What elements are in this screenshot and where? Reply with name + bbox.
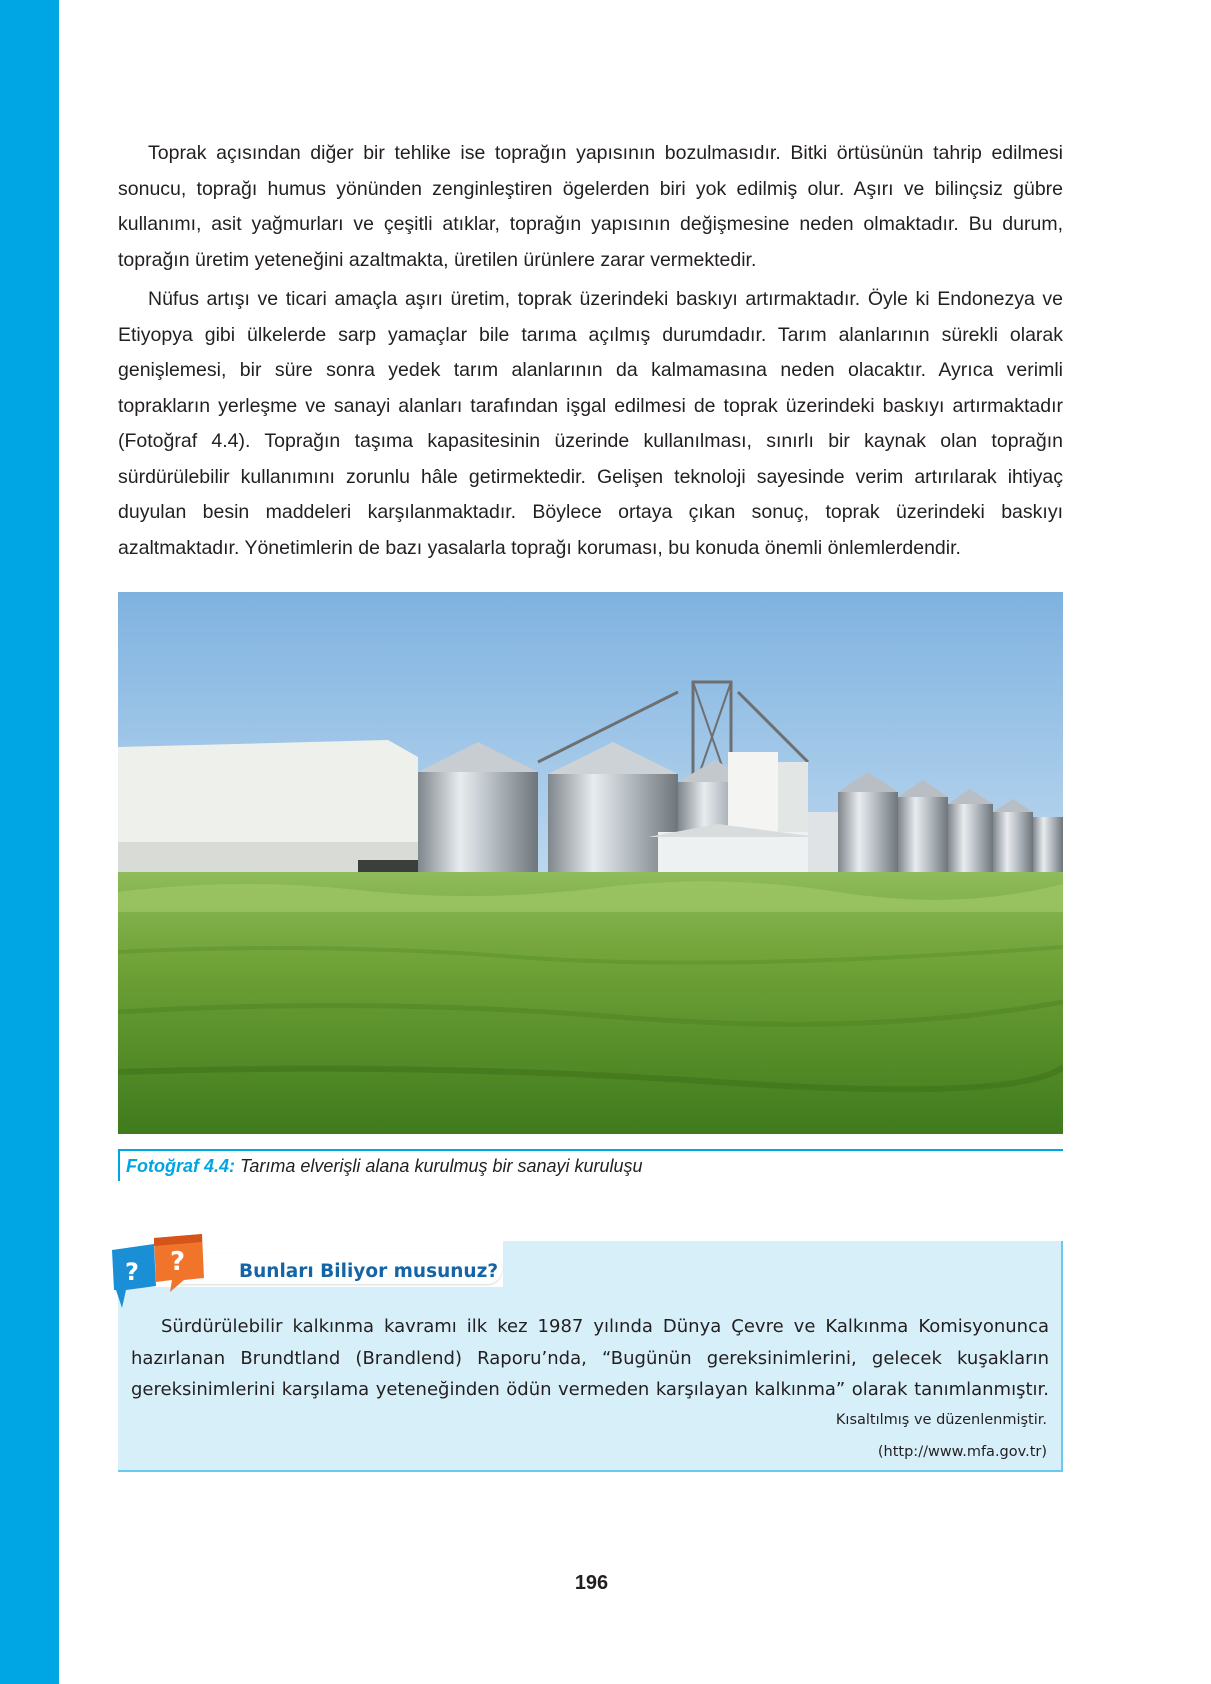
side-color-bar	[0, 0, 59, 1684]
info-box-text: Sürdürülebilir kalkınma kavramı ilk kez 1987 yılında Dünya Çevre ve Kalkınma Komisyonunca hazırlanan Brundtland (Brandlend) Raporu’nda, “Bugünün gereksinimlerini, gelecek kuşakların gereksinimlerini karşılama yeteneğinden ödün vermeden karşılayan kalkınma” olarak tanımlanmıştır.	[131, 1316, 1049, 1400]
photo-caption-label: Fotoğraf 4.4:	[126, 1156, 236, 1176]
paragraph-2: Nüfus artışı ve ticari amaçla aşırı üretim, toprak üzerindeki baskıyı artırmaktadır. Öyle ki Endonezya ve Etiyopya gibi ülkelerde sarp yamaçlar bile tarıma açılmış durumdadır. Tarım alanlarının sürekli olarak genişlemesi, bir süre sonra yedek tarım alanlarının da kalmamasına neden olacaktır. Ayrıca verimli toprakların yerleşme ve sanayi alanları tarafından işgal edilmesi de toprak üzerindeki baskıyı artırmaktadır (Fotoğraf 4.4). Toprağın taşıma kapasitesinin üzerinde kullanılması, sınırlı bir kaynak olan toprağın sürdürülebilir kullanımını zorunlu hâle getirmektedir. Gelişen teknoloji sayesinde verim artırılarak ihtiyaç duyulan besin maddeleri karşılanmaktadır. Böylece ortaya çıkan sonuç, toprak üzerindeki baskıyı azaltmaktadır. Yönetimlerin de bazı yasalarla toprağı koruması, bu konuda önemli önlemlerdendir.	[118, 288, 1063, 559]
page-number: 196	[574, 1572, 609, 1594]
info-box-title: Bunları Biliyor musunuz?	[239, 1261, 499, 1282]
caption-accent-bar	[118, 1151, 120, 1181]
photo-caption-text: Tarıma elverişli alana kurulmuş bir sanayi kuruluşu	[240, 1156, 643, 1176]
caption-rule	[118, 1149, 1063, 1151]
question-bubble-orange-icon	[154, 1234, 204, 1292]
svg-text:?: ?	[125, 1258, 139, 1286]
body-text	[118, 136, 1063, 570]
industrial-facility-photo	[118, 592, 1063, 1134]
info-box-note: Kısaltılmış ve düzenlenmiştir.	[835, 1412, 1047, 1428]
question-bubbles-icon	[108, 1232, 208, 1316]
info-box-source: (http://www.mfa.gov.tr)	[877, 1444, 1047, 1460]
question-bubble-blue-icon	[112, 1244, 156, 1308]
photo-caption	[126, 1156, 643, 1177]
paragraph-1: Toprak açısından diğer bir tehlike ise toprağın yapısının bozulmasıdır. Bitki örtüsünün tahrip edilmesi sonucu, toprağı humus yönünden zenginleştiren ögelerden biri yok edilmiş olur. Aşırı ve bilinçsiz gübre kullanımı, asit yağmurları ve çeşitli atıklar, toprağın yapısının değişmesine neden olmaktadır. Bu durum, toprağın üretim yeteneğini azaltmakta, üretilen ürünlere zarar vermektedir.	[118, 142, 1063, 271]
svg-text:?: ?	[170, 1247, 186, 1277]
